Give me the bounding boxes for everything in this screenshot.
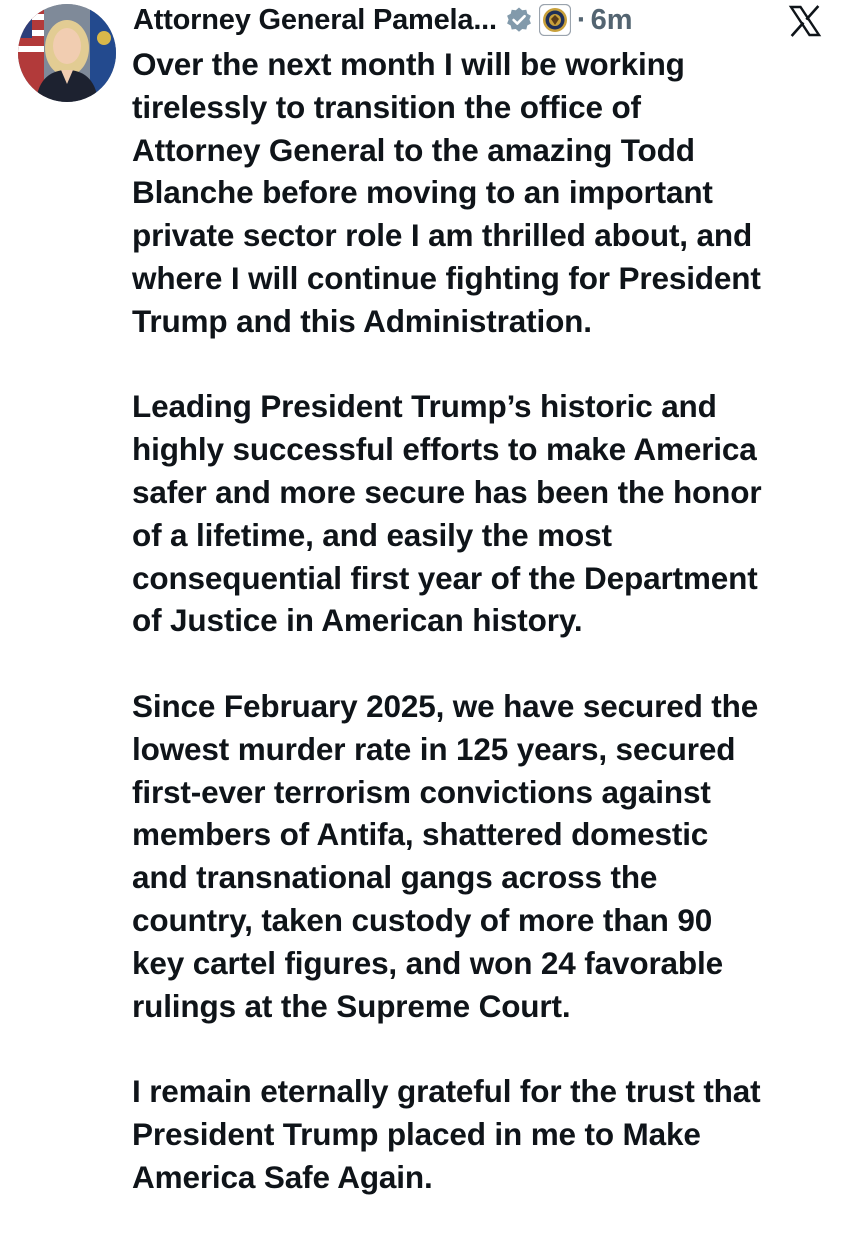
- doj-seal-icon[interactable]: [539, 4, 571, 36]
- post-header: [133, 0, 632, 40]
- x-logo-icon[interactable]: [788, 4, 822, 38]
- post-paragraph-1: Over the next month I will be working tirelessly to transition the office of Attorney General to the amazing Todd Blanche before moving to an important private sector role I am thrilled about, and where I will continue fighting for President Trump and this Administration.: [132, 46, 761, 339]
- post-paragraph-2: Leading President Trump’s historic and highly successful efforts to make America safer and more secure has been the honor of a lifetime, and easily the most consequential first year of the Department of Justice in American history.: [132, 388, 762, 639]
- post-paragraph-3: Since February 2025, we have secured the lowest murder rate in 125 years, secured first-ever terrorism convictions against members of Antifa, shattered domestic and transnational gangs across the country, taken custody of more than 90 key cartel figures, and won 24 favorable rulings at the Supreme Court.: [132, 687, 759, 1024]
- post-paragraph-4: I remain eternally grateful for the trust that President Trump placed in me to Make America Safe Again.: [132, 1073, 761, 1195]
- profile-photo: [18, 4, 116, 102]
- author-name[interactable]: Attorney General Pamela...: [133, 3, 497, 36]
- avatar[interactable]: [18, 4, 116, 102]
- header-separator: ·: [576, 3, 587, 36]
- post-body: [132, 43, 832, 1241]
- post-timestamp[interactable]: 6m: [590, 3, 633, 36]
- verified-badge-icon[interactable]: [505, 6, 533, 34]
